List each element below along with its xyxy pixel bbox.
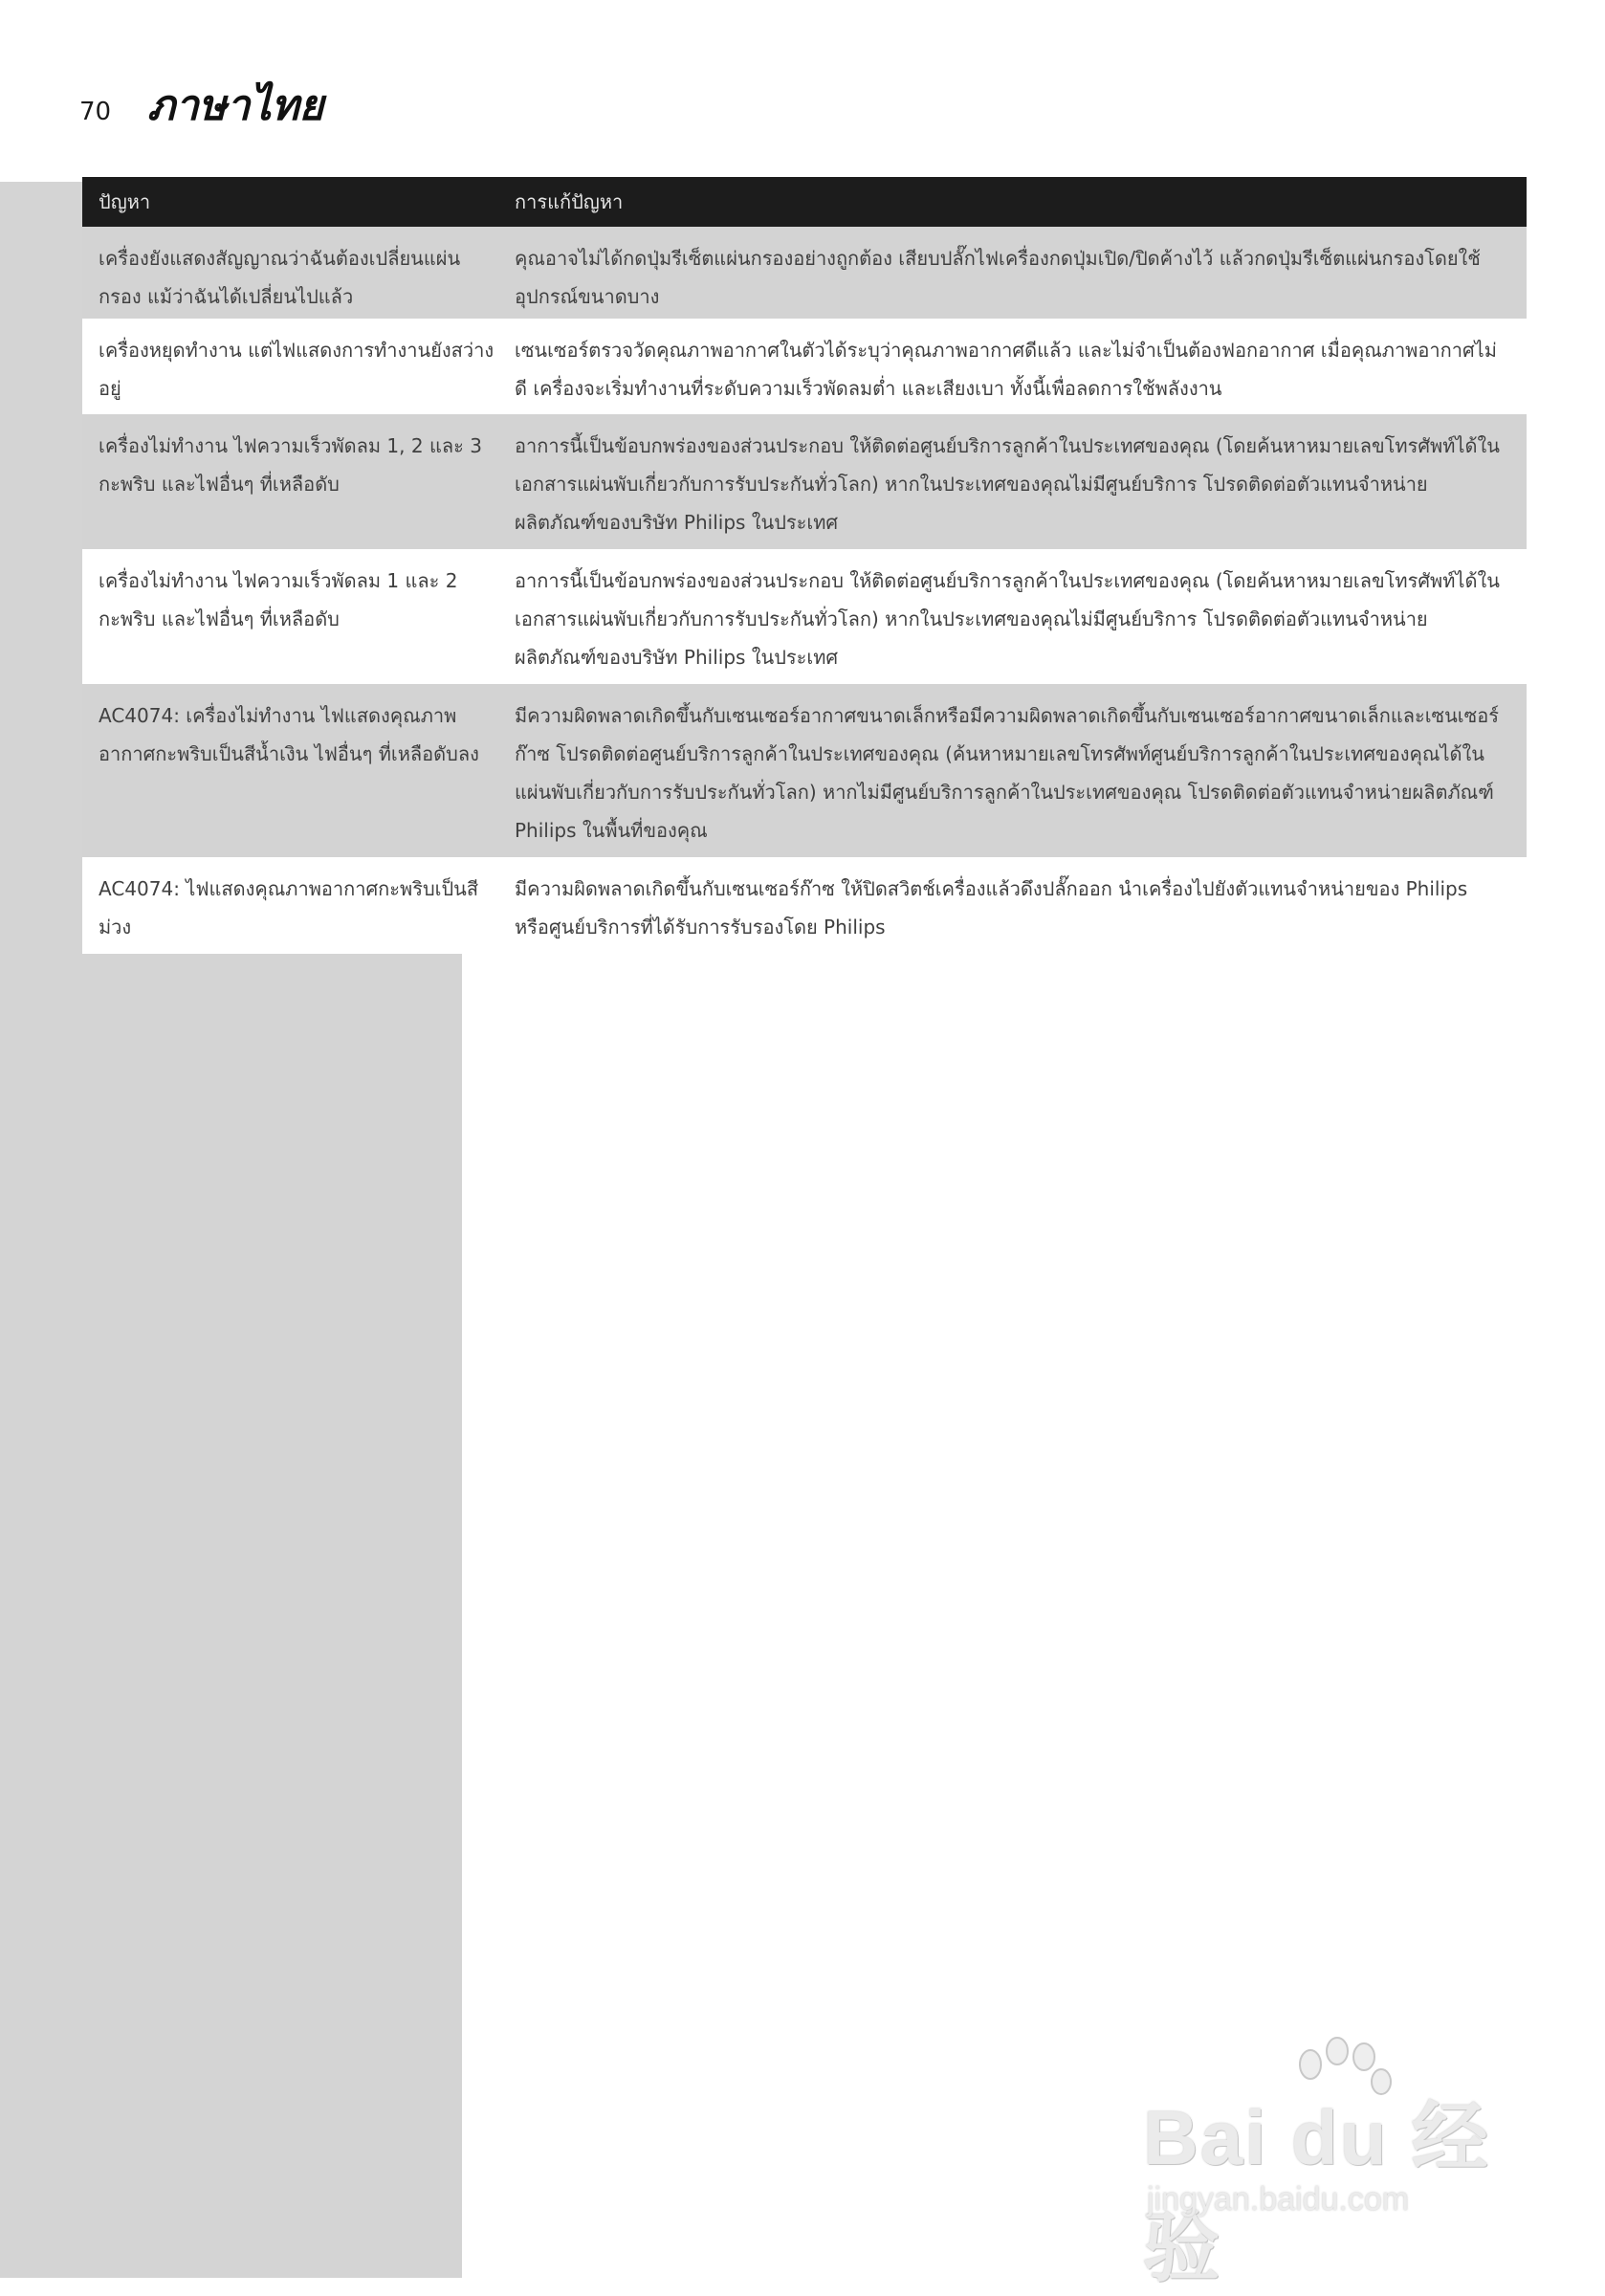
problem-cell: เครื่องไม่ทำงาน ไฟความเร็วพัดลม 1 และ 2 กะพริบ และไฟอื่นๆ ที่เหลือดับ	[82, 549, 515, 684]
page-number: 70	[79, 98, 112, 126]
table-row	[82, 549, 1527, 684]
table-header	[82, 177, 1527, 227]
problem-cell: เครื่องไม่ทำงาน ไฟความเร็วพัดลม 1, 2 และ 3 กะพริบ และไฟอื่นๆ ที่เหลือดับ	[99, 434, 482, 496]
page-title: ภาษาไทย	[147, 81, 324, 130]
table-row	[82, 414, 1527, 549]
page-header	[79, 72, 323, 139]
solution-cell: เซนเซอร์ตรวจวัดคุณภาพอากาศในตัวได้ระบุว่าคุณภาพอากาศดีแล้ว และไม่จำเป็นต้องฟอกอากาศ เมื่อคุณภาพอากาศไม่ดี เครื่องจะเริ่มทำงานที่ระดับความเร็วพัดลมต่ำ และเสียงเบา ทั้งนี้เพื่อลดการใช้พลังงาน	[515, 319, 1527, 414]
problem-cell: เครื่องหยุดทำงาน แต่ไฟแสดงการทำงานยังสว่างอยู่	[82, 319, 515, 414]
table-row	[82, 857, 1527, 954]
solution-cell: อาการนี้เป็นข้อบกพร่องของส่วนประกอบ ให้ติดต่อศูนย์บริการลูกค้าในประเทศของคุณ (โดยค้นหาหมายเลขโทรศัพท์ได้ในเอกสารแผ่นพับเกี่ยวกับการรับประกันทั่วโลก) หากในประเทศของคุณไม่มีศูนย์บริการ โปรดติดต่อตัวแทนจำหน่ายผลิตภัณฑ์ของบริษัท Philips ในประเทศ	[515, 549, 1527, 684]
table-row	[82, 319, 1527, 414]
solution-cell: มีความผิดพลาดเกิดขึ้นกับเซนเซอร์อากาศขนาดเล็กหรือมีความผิดพลาดเกิดขึ้นกับเซนเซอร์อากาศขนาดเล็กและเซนเซอร์ก๊าซ โปรดติดต่อศูนย์บริการลูกค้าในประเทศของคุณ (ค้นหาหมายเลขโทรศัพท์ศูนย์บริการลูกค้าในประเทศของคุณได้ในแผ่นพับเกี่ยวกับการรับประกันทั่วโลก) หากไม่มีศูนย์บริการลูกค้าในประเทศของคุณ โปรดติดต่อตัวแทนจำหน่ายผลิตภัณฑ์ Philips ในพื้นที่ของคุณ	[515, 704, 1499, 842]
header-solution: การแก้ปัญหา	[515, 190, 624, 213]
problem-cell: เครื่องยังแสดงสัญญาณว่าฉันต้องเปลี่ยนแผ่นกรอง แม้ว่าฉันได้เปลี่ยนไปแล้ว	[99, 247, 461, 308]
solution-cell: คุณอาจไม่ได้กดปุ่มรีเซ็ตแผ่นกรองอย่างถูกต้อง เสียบปลั๊กไฟเครื่องกดปุ่มเปิด/ปิดค้างไว้ แล้วกดปุ่มรีเซ็ตแผ่นกรองโดยใช้อุปกรณ์ขนาดบาง	[515, 247, 1481, 308]
watermark-url: jingyan.baidu.com	[1147, 2181, 1410, 2218]
watermark-logo: Bai du 经验	[1143, 2095, 1490, 2290]
table-row	[82, 684, 1527, 857]
table-row	[82, 227, 1527, 319]
troubleshooting-table	[82, 177, 1527, 954]
solution-cell: มีความผิดพลาดเกิดขึ้นกับเซนเซอร์ก๊าซ ให้ปิดสวิตช์เครื่องแล้วดึงปลั๊กออก นำเครื่องไปยังตัวแทนจำหน่ายของ Philips หรือศูนย์บริการที่ได้รับการรับรองโดย Philips	[515, 857, 1527, 954]
solution-cell: อาการนี้เป็นข้อบกพร่องของส่วนประกอบ ให้ติดต่อศูนย์บริการลูกค้าในประเทศของคุณ (โดยค้นหาหมายเลขโทรศัพท์ได้ในเอกสารแผ่นพับเกี่ยวกับการรับประกันทั่วโลก) หากในประเทศของคุณไม่มีศูนย์บริการ โปรดติดต่อตัวแทนจำหน่ายผลิตภัณฑ์ของบริษัท Philips ในประเทศ	[515, 434, 1500, 534]
problem-cell: AC4074: เครื่องไม่ทำงาน ไฟแสดงคุณภาพอากาศกะพริบเป็นสีน้ำเงิน ไฟอื่นๆ ที่เหลือดับลง	[99, 704, 479, 765]
problem-cell: AC4074: ไฟแสดงคุณภาพอากาศกะพริบเป็นสีม่วง	[82, 857, 515, 954]
header-problem: ปัญหา	[99, 190, 151, 213]
baidu-watermark	[1143, 2038, 1526, 2290]
